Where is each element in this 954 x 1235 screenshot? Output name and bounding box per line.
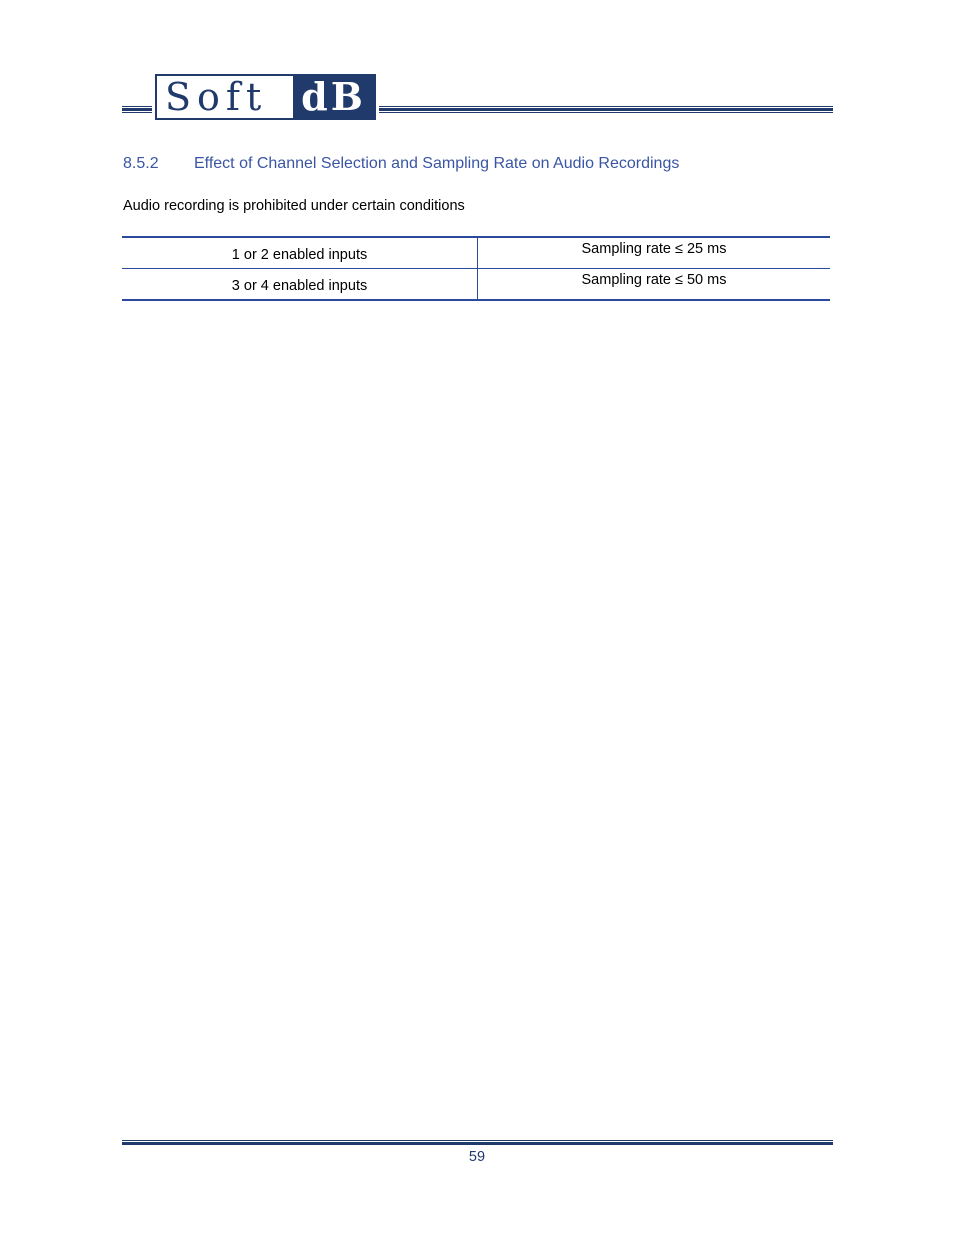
section-title: Effect of Channel Selection and Sampling Rate on Audio Recordings	[194, 155, 680, 172]
logo-text-soft: Soft	[157, 76, 293, 118]
logo-frame	[155, 74, 376, 120]
page-number: 59	[468, 1149, 486, 1165]
table-cell-inputs: 1 or 2 enabled inputs	[122, 237, 478, 269]
footer-rule-thin	[122, 1140, 833, 1141]
footer-rule-thick	[122, 1142, 833, 1145]
section-number: 8.5.2	[123, 155, 159, 172]
table-cell-rate: Sampling rate ≤ 50 ms	[478, 269, 831, 301]
softdb-logo	[152, 74, 379, 120]
intro-paragraph: Audio recording is prohibited under certain conditions	[123, 198, 465, 214]
table-row	[122, 269, 830, 301]
table-row	[122, 237, 830, 269]
table-cell-inputs: 3 or 4 enabled inputs	[122, 269, 478, 301]
table-cell-rate: Sampling rate ≤ 25 ms	[478, 237, 831, 269]
logo-text-db: dB	[293, 76, 374, 118]
section-heading	[123, 155, 679, 173]
conditions-table	[122, 236, 830, 301]
